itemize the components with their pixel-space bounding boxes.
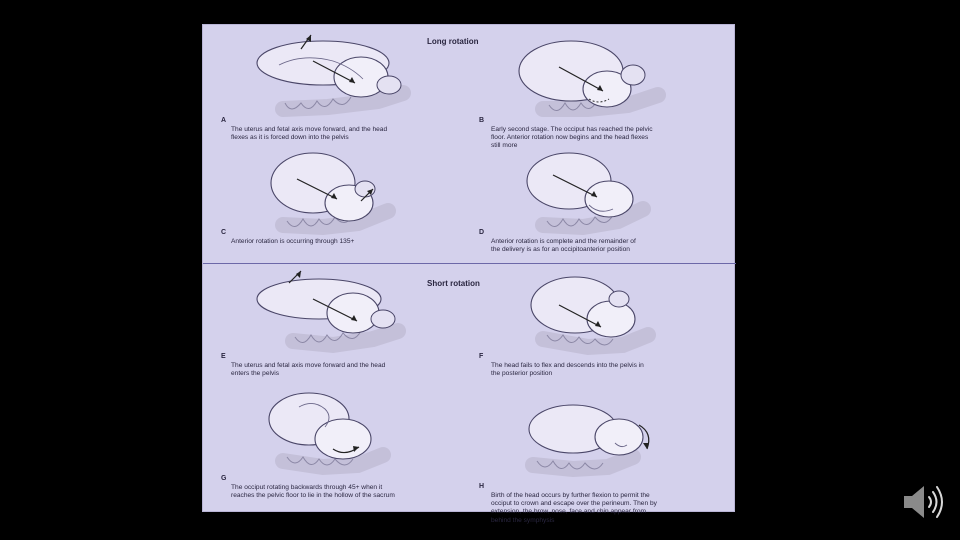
panel-letter: C (221, 229, 227, 236)
panel-letter: A (221, 117, 227, 124)
fetal-pelvis-illustration (473, 269, 723, 359)
short-rotation-title: Short rotation (427, 279, 480, 288)
panel-c (213, 145, 463, 263)
fetal-pelvis-illustration (473, 31, 723, 121)
panel-b (473, 31, 723, 149)
panel-caption: The uterus and fetal axis move forward and the head enters the pelvis (231, 362, 386, 378)
fetal-pelvis-illustration (213, 269, 463, 359)
fetal-pelvis-illustration (473, 145, 723, 235)
panel-letter: H (479, 483, 485, 490)
long-rotation-title: Long rotation (427, 37, 479, 46)
panel-letter: G (221, 475, 227, 482)
panel-d (473, 145, 723, 263)
fetal-pelvis-illustration (213, 387, 463, 477)
fetal-pelvis-illustration (473, 387, 723, 477)
panel-a (213, 31, 463, 149)
panel-letter: F (479, 353, 484, 360)
panel-letter: B (479, 117, 485, 124)
panel-caption: Birth of the head occurs by further flexion to permit the occiput to crown and escape over the perineum. Then by extension, the brow, nose, face and chin appear from behind the symphysis (491, 492, 657, 524)
panel-caption: The head fails to flex and descends into the pelvis in the posterior position (491, 362, 644, 378)
panel-letter: D (479, 229, 485, 236)
panel-f (473, 269, 723, 387)
panel-letter: E (221, 353, 226, 360)
panel-h (473, 387, 723, 524)
panel-caption: The uterus and fetal axis move forward, and the head flexes as it is forced down into the pelvis (231, 126, 388, 142)
panel-g (213, 387, 463, 505)
fetal-pelvis-illustration (213, 145, 463, 235)
panel-e (213, 269, 463, 387)
panel-caption: Anterior rotation is complete and the remainder of the delivery is as for an occipitoanterior position (491, 238, 636, 254)
section-divider (203, 263, 736, 264)
panel-caption: Anterior rotation is occurring through 135+ (231, 238, 355, 245)
obstetric-rotation-figure (202, 24, 735, 524)
fetal-pelvis-illustration (213, 31, 463, 121)
panel-caption: The occiput rotating backwards through 45+ when it reaches the pelvic floor to lie in the hollow of the sacrum (231, 484, 395, 500)
speaker-icon[interactable] (898, 480, 948, 524)
panel-caption: Early second stage. The occiput has reached the pelvic floor. Anterior rotation now begins and the head flexes still more (491, 126, 653, 150)
